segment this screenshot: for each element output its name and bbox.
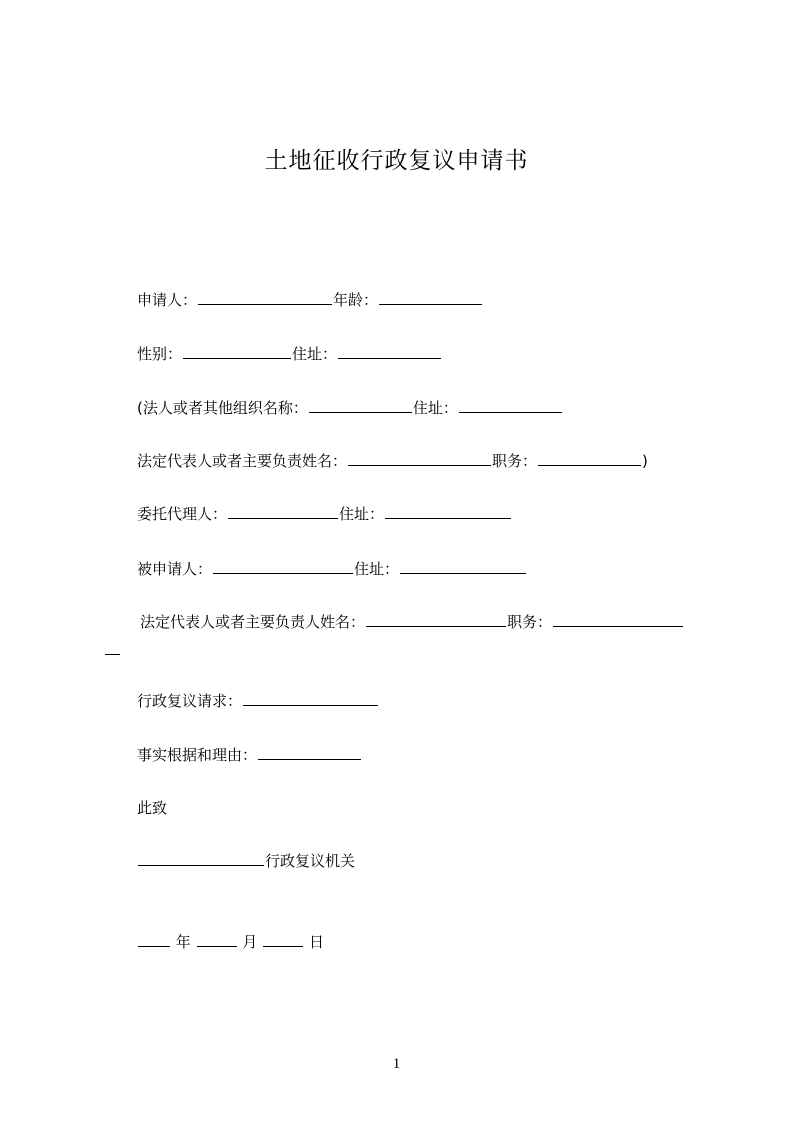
- legal-rep-line: [137, 451, 648, 471]
- age-label: 年龄：: [333, 291, 379, 309]
- applicant-label: 申请人：: [137, 291, 198, 309]
- respondent-line: [137, 559, 527, 579]
- gender-label: 性别：: [137, 345, 183, 363]
- respondent-position-label: 职务：: [507, 613, 553, 631]
- request-blank[interactable]: [243, 691, 378, 706]
- respondent-address-blank[interactable]: [400, 559, 526, 574]
- respondent-position-blank-wrap[interactable]: [105, 640, 120, 655]
- org-address-label: 住址：: [412, 399, 458, 417]
- respondent-rep-line: [140, 612, 684, 632]
- respondent-blank[interactable]: [213, 559, 353, 574]
- facts-blank[interactable]: [258, 745, 361, 760]
- gender-blank[interactable]: [183, 344, 291, 359]
- request-label: 行政复议请求：: [137, 692, 243, 710]
- facts-label: 事实根据和理由：: [137, 746, 258, 764]
- respondent-rep-label: 法定代表人或者主要负责人姓名：: [140, 613, 366, 631]
- respondent-position-blank[interactable]: [553, 612, 683, 627]
- position-blank[interactable]: [538, 451, 641, 466]
- respondent-rep-blank[interactable]: [366, 612, 506, 627]
- org-address-blank[interactable]: [459, 398, 562, 413]
- org-name-blank[interactable]: [309, 398, 412, 413]
- page-title: 土地征收行政复议申请书: [264, 148, 529, 174]
- day-blank[interactable]: [263, 932, 303, 947]
- respondent-address-label: 住址：: [354, 560, 400, 578]
- applicant-line: [137, 290, 483, 310]
- year-label: 年: [175, 933, 191, 951]
- month-label: 月: [242, 933, 258, 951]
- date-line: [137, 932, 324, 952]
- year-blank[interactable]: [138, 932, 170, 947]
- gender-line: [137, 344, 442, 364]
- address-blank[interactable]: [338, 344, 441, 359]
- facts-line: [137, 745, 362, 765]
- agent-label: 委托代理人：: [137, 505, 228, 523]
- address-label: 住址：: [292, 345, 338, 363]
- authority-label: 行政复议机关: [265, 852, 356, 870]
- request-line: [137, 691, 379, 711]
- applicant-blank[interactable]: [198, 290, 332, 305]
- position-label: 职务：: [492, 452, 538, 470]
- agent-line: [137, 504, 512, 524]
- month-blank[interactable]: [197, 932, 237, 947]
- age-blank[interactable]: [379, 290, 482, 305]
- respondent-label: 被申请人：: [137, 560, 213, 578]
- authority-line: [137, 851, 355, 871]
- day-label: 日: [308, 933, 324, 951]
- org-name-label: (法人或者其他组织名称：: [137, 399, 308, 417]
- org-line: [137, 398, 563, 418]
- agent-address-label: 住址：: [339, 505, 385, 523]
- close-paren: ): [642, 452, 648, 470]
- legal-rep-blank[interactable]: [348, 451, 491, 466]
- agent-blank[interactable]: [228, 504, 338, 519]
- agent-address-blank[interactable]: [385, 504, 511, 519]
- page-number: 1: [392, 1056, 401, 1072]
- legal-rep-label: 法定代表人或者主要负责姓名：: [137, 452, 348, 470]
- authority-blank[interactable]: [138, 851, 264, 866]
- salutation: 此致: [137, 799, 168, 817]
- respondent-rep-line-wrap: [104, 640, 121, 660]
